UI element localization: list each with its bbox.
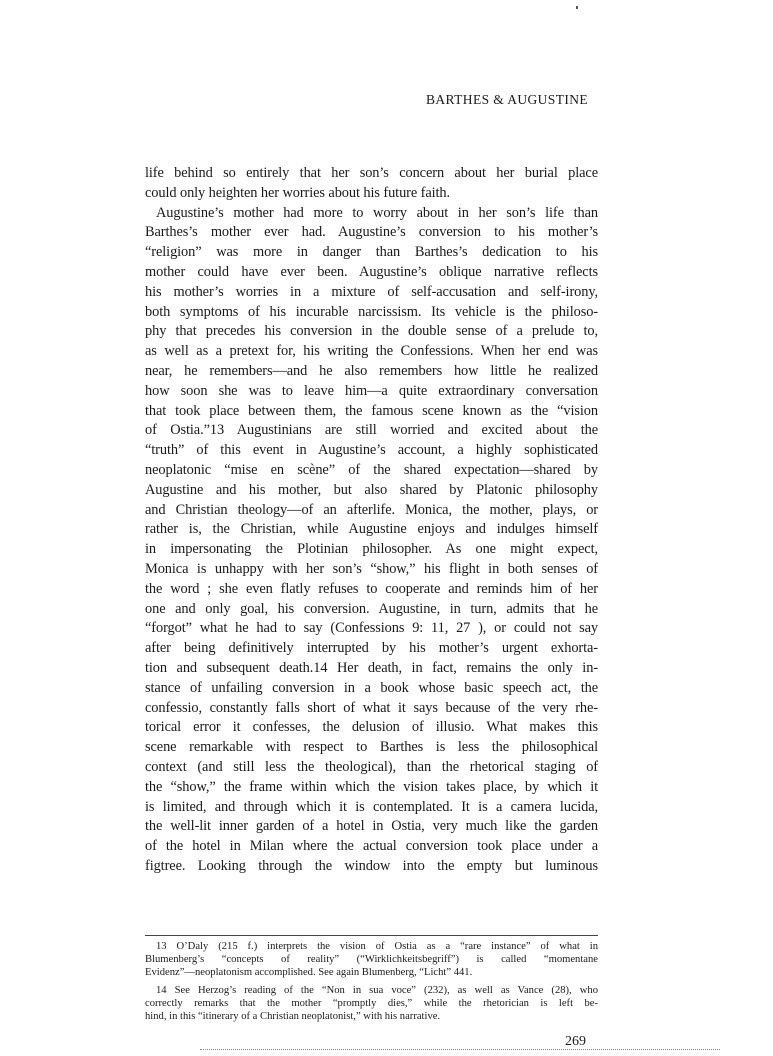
footnote-rule xyxy=(145,935,598,936)
body-line: phy that precedes his conversion in the double sense of a prelude to, xyxy=(145,323,598,340)
footnote-13 xyxy=(145,941,598,979)
body-line: the “show,” the frame within which the vision takes place, by which it xyxy=(145,778,598,795)
body-line: and Christian theology—of an afterlife. Monica, the mother, plays, or xyxy=(145,501,598,518)
body-line: Augustine and his mother, but also shared by Platonic philosophy xyxy=(145,481,598,498)
footnote-line: Evidenz”—neoplatonism accomplished. See again Blumenberg, “Licht” 441. xyxy=(145,966,473,978)
body-line: life behind so entirely that her son’s concern about her burial place xyxy=(145,165,598,181)
body-line: “religion” was more in danger than Barthes’s dedication to his xyxy=(145,244,598,261)
body-line: mother could have ever been. Augustine’s oblique narrative reflects xyxy=(145,263,598,280)
body-text xyxy=(145,164,598,877)
body-line: confessio, constantly falls short of what it says because of the very rhe- xyxy=(145,699,598,716)
footnote-line: correctly remarks that the mother “promptly dies,” while the rhetorician is left be- xyxy=(145,998,598,1010)
page-number: 269 xyxy=(565,1034,586,1049)
body-line: “forgot” what he had to say (Confessions 9: 11, 27 ), or could not say xyxy=(145,620,598,637)
footnote-14 xyxy=(145,985,598,1023)
body-line: scene remarkable with respect to Barthes is less the philosophical xyxy=(145,739,598,756)
footnote-line: Blumenberg’s “concepts of reality” (“Wirklichkeitsbegriff”) is called “momentane xyxy=(145,953,598,965)
body-line: “truth” of this event in Augustine’s account, a highly sophisticated xyxy=(145,442,598,459)
body-line: in impersonating the Plotinian philosopher. As one might expect, xyxy=(145,541,598,558)
footnote-line: hind, in this “itinerary of a Christian neoplatonist,” with his narrative. xyxy=(145,1010,441,1022)
body-line: that took place between them, the famous scene known as the “vision xyxy=(145,402,598,419)
body-line: the word ; she even flatly refuses to cooperate and reminds him of her xyxy=(145,580,598,597)
body-line: as well as a pretext for, his writing the Confessions. When her end was xyxy=(145,343,598,360)
body-line: context (and still less the theological), than the rhetorical staging of xyxy=(145,758,598,775)
scan-edge-noise xyxy=(200,1049,720,1050)
body-line: how soon she was to leave him—a quite extraordinary conversation xyxy=(145,382,598,399)
body-line: near, he remembers—and he also remembers how little he realized xyxy=(145,362,598,379)
body-line: is limited, and through which it is contemplated. It is a camera lucida, xyxy=(145,798,598,815)
body-line: tion and subsequent death.14 Her death, in fact, remains the only in- xyxy=(145,659,598,676)
body-line: rather is, the Christian, while Augustine enjoys and indulges himself xyxy=(145,521,598,538)
body-line: of the hotel in Milan where the actual conversion took place under a xyxy=(145,838,598,855)
body-line: neoplatonic “mise en scène” of the shared expectation—shared by xyxy=(145,461,598,478)
body-line: both symptoms of his incurable narcissism. Its vehicle is the philoso- xyxy=(145,303,598,320)
body-line: could only heighten her worries about his future faith. xyxy=(145,184,451,201)
running-head: BARTHES & AUGUSTINE xyxy=(426,92,589,107)
body-line: Augustine’s mother had more to worry about in her son’s life than xyxy=(156,204,598,221)
scan-speck xyxy=(576,6,578,9)
footnotes xyxy=(145,941,598,1030)
body-line: Monica is unhappy with her son’s “show,” his flight in both senses of xyxy=(145,560,598,577)
footnote-line: 13 O’Daly (215 f.) interprets the vision of Ostia as a “rare instance” of what in xyxy=(156,941,598,952)
body-line: Barthes’s mother ever had. Augustine’s conversion to his mother’s xyxy=(145,224,598,241)
body-line: figtree. Looking through the window into the empty but luminous xyxy=(145,857,598,874)
body-line: after being definitively interrupted by his mother’s urgent exhorta- xyxy=(145,640,598,657)
footnote-line: 14 See Herzog’s reading of the “Non in sua voce” (232), as well as Vance (28), who xyxy=(156,985,598,997)
body-line: of Ostia.”13 Augustinians are still worried and excited about the xyxy=(145,422,598,439)
body-line: the well-lit inner garden of a hotel in Ostia, very much like the garden xyxy=(145,818,598,835)
body-line: stance of unfailing conversion in a book whose basic speech act, the xyxy=(145,679,598,696)
body-line: one and only goal, his conversion. Augustine, in turn, admits that he xyxy=(145,600,598,617)
body-line: his mother’s worries in a mixture of self-accusation and self-irony, xyxy=(145,283,598,300)
body-line: torical error it confesses, the delusion of illusio. What makes this xyxy=(145,719,598,736)
